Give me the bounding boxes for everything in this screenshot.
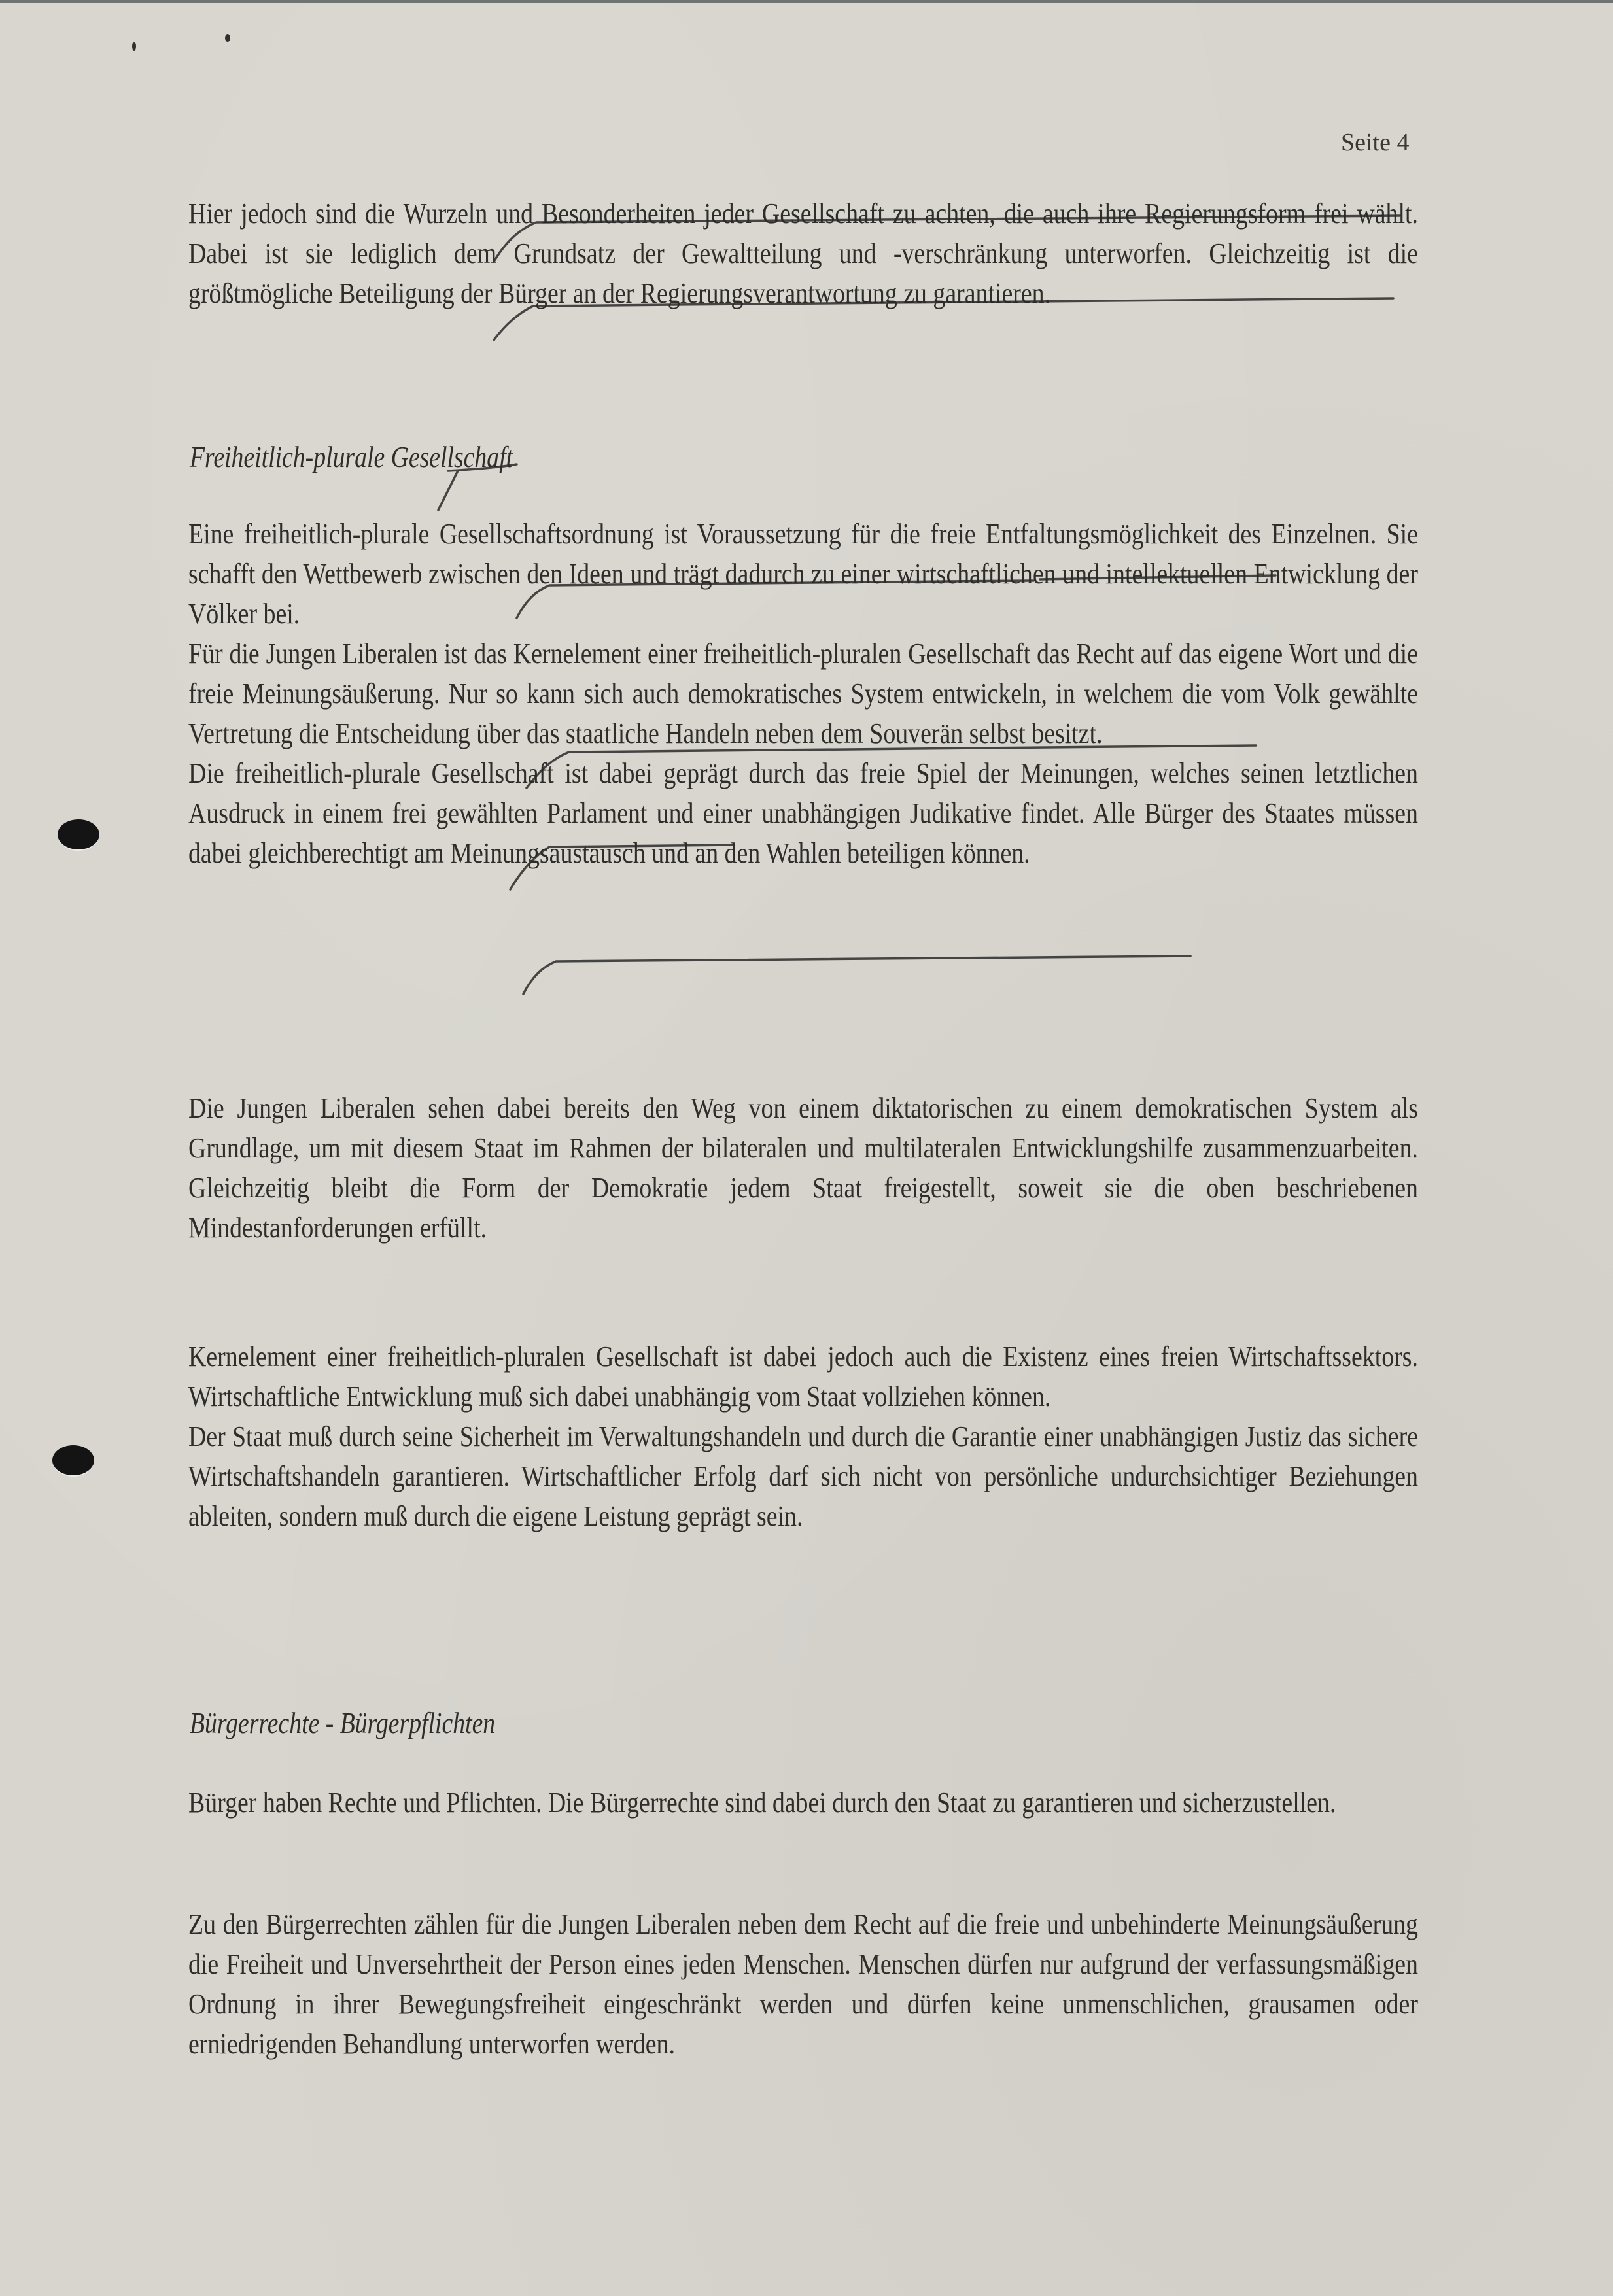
ink-speck [132,42,136,51]
section-heading-buergerrechte: Bürgerrechte - Bürgerpflichten [190,1706,496,1739]
section-heading-freiheitlich: Freiheitlich-plurale Gesellschaft [190,440,513,473]
paragraph: Hier jedoch sind die Wurzeln und Besonderheiten jeder Gesellschaft zu achten, die auch ihre Regierungsform frei wählt. Dabei ist sie lediglich dem Grundsatz der Gewaltteilung und -verschränkung unterworfen. Gleichzeitig ist die größtmögliche Beteiligung der Bürger an der Regierungsverantwortung zu garantieren. [188,197,1418,309]
paragraph: Eine freiheitlich-plurale Gesellschaftsordnung ist Voraussetzung für die freie Entfaltungsmöglichkeit des Einzelnen. Sie schafft den Wettbewerb zwischen den Ideen und trägt dadurch zu einer wirtschaftlichen und intellektuellen Entwicklung der Völker bei. [188,518,1418,630]
ink-speck [225,34,230,42]
paragraph: Der Staat muß durch seine Sicherheit im Verwaltungshandeln und durch die Garantie einer unabhängigen Justiz das sichere Wirtschaftshandeln garantieren. Wirtschaftlicher Erfolg darf sich nicht von persönliche undurchsichtiger Beziehungen ableiten, sondern muß durch die eigene Leistung geprägt sein. [188,1420,1418,1532]
buergerrechte-paragraph-group-1 [188,1783,1418,1823]
paragraph: Zu den Bürgerrechten zählen für die Jungen Liberalen neben dem Recht auf die freie und unbehinderte Meinungsäußerung die Freiheit und Unversehrtheit der Person eines jeden Menschen. Menschen dürfen nur aufgrund der verfassungsmäßigen Ordnung in ihrer Bewegungsfreiheit eingeschränkt werden und dürfen keine unmenschlichen, grausamen oder erniedrigenden Behandlung unterworfen werden. [188,1908,1418,2060]
paragraph: Kernelement einer freiheitlich-pluralen Gesellschaft ist dabei jedoch auch die Existenz eines freien Wirtschaftssektors. Wirtschaftliche Entwicklung muß sich dabei unabhängig vom Staat vollziehen können. [188,1341,1418,1413]
page-number: Seite 4 [1341,129,1410,156]
buergerrechte-paragraph-group-2 [188,1904,1418,2064]
freiheitlich-paragraph-group-1 [188,514,1418,873]
freiheitlich-paragraph-group-2 [188,1088,1418,1248]
paragraph: Für die Jungen Liberalen ist das Kernelement einer freiheitlich-pluralen Gesellschaft das Recht auf das eigene Wort und die freie Meinungsäußerung. Nur so kann sich auch demokratisches System entwickeln, in welchem die vom Volk gewählte Vertretung die Entscheidung über das staatliche Handeln neben dem Souverän selbst besitzt. [188,638,1418,749]
paragraph: Bürger haben Rechte und Pflichten. Die Bürgerrechte sind dabei durch den Staat zu garantieren und sicherzustellen. [188,1787,1336,1819]
paragraph: Die freiheitlich-plurale Gesellschaft ist dabei geprägt durch das freie Spiel der Meinungen, welches seinen letztlichen Ausdruck in einem frei gewählten Parlament und einer unabhängigen Judikative findet. Alle Bürger des Staates müssen dabei gleichberechtigt am Meinungsaustausch und an den Wahlen beteiligen können. [188,757,1418,869]
paragraph: Die Jungen Liberalen sehen dabei bereits den Weg von einem diktatorischen zu einem demokratischen System als Grundlage, um mit diesem Staat im Rahmen der bilateralen und multilateralen Entwicklungshilfe zusammenzuarbeiten. Gleichzeitig bleibt die Form der Demokratie jedem Staat freigestellt, soweit sie die oben beschriebenen Mindestanforderungen erfüllt. [188,1092,1418,1244]
freiheitlich-paragraph-group-3 [188,1337,1418,1536]
punch-hole-lower [52,1445,94,1475]
intro-paragraph-block [188,194,1418,313]
scan-top-edge [0,0,1613,3]
punch-hole-upper [58,819,99,849]
